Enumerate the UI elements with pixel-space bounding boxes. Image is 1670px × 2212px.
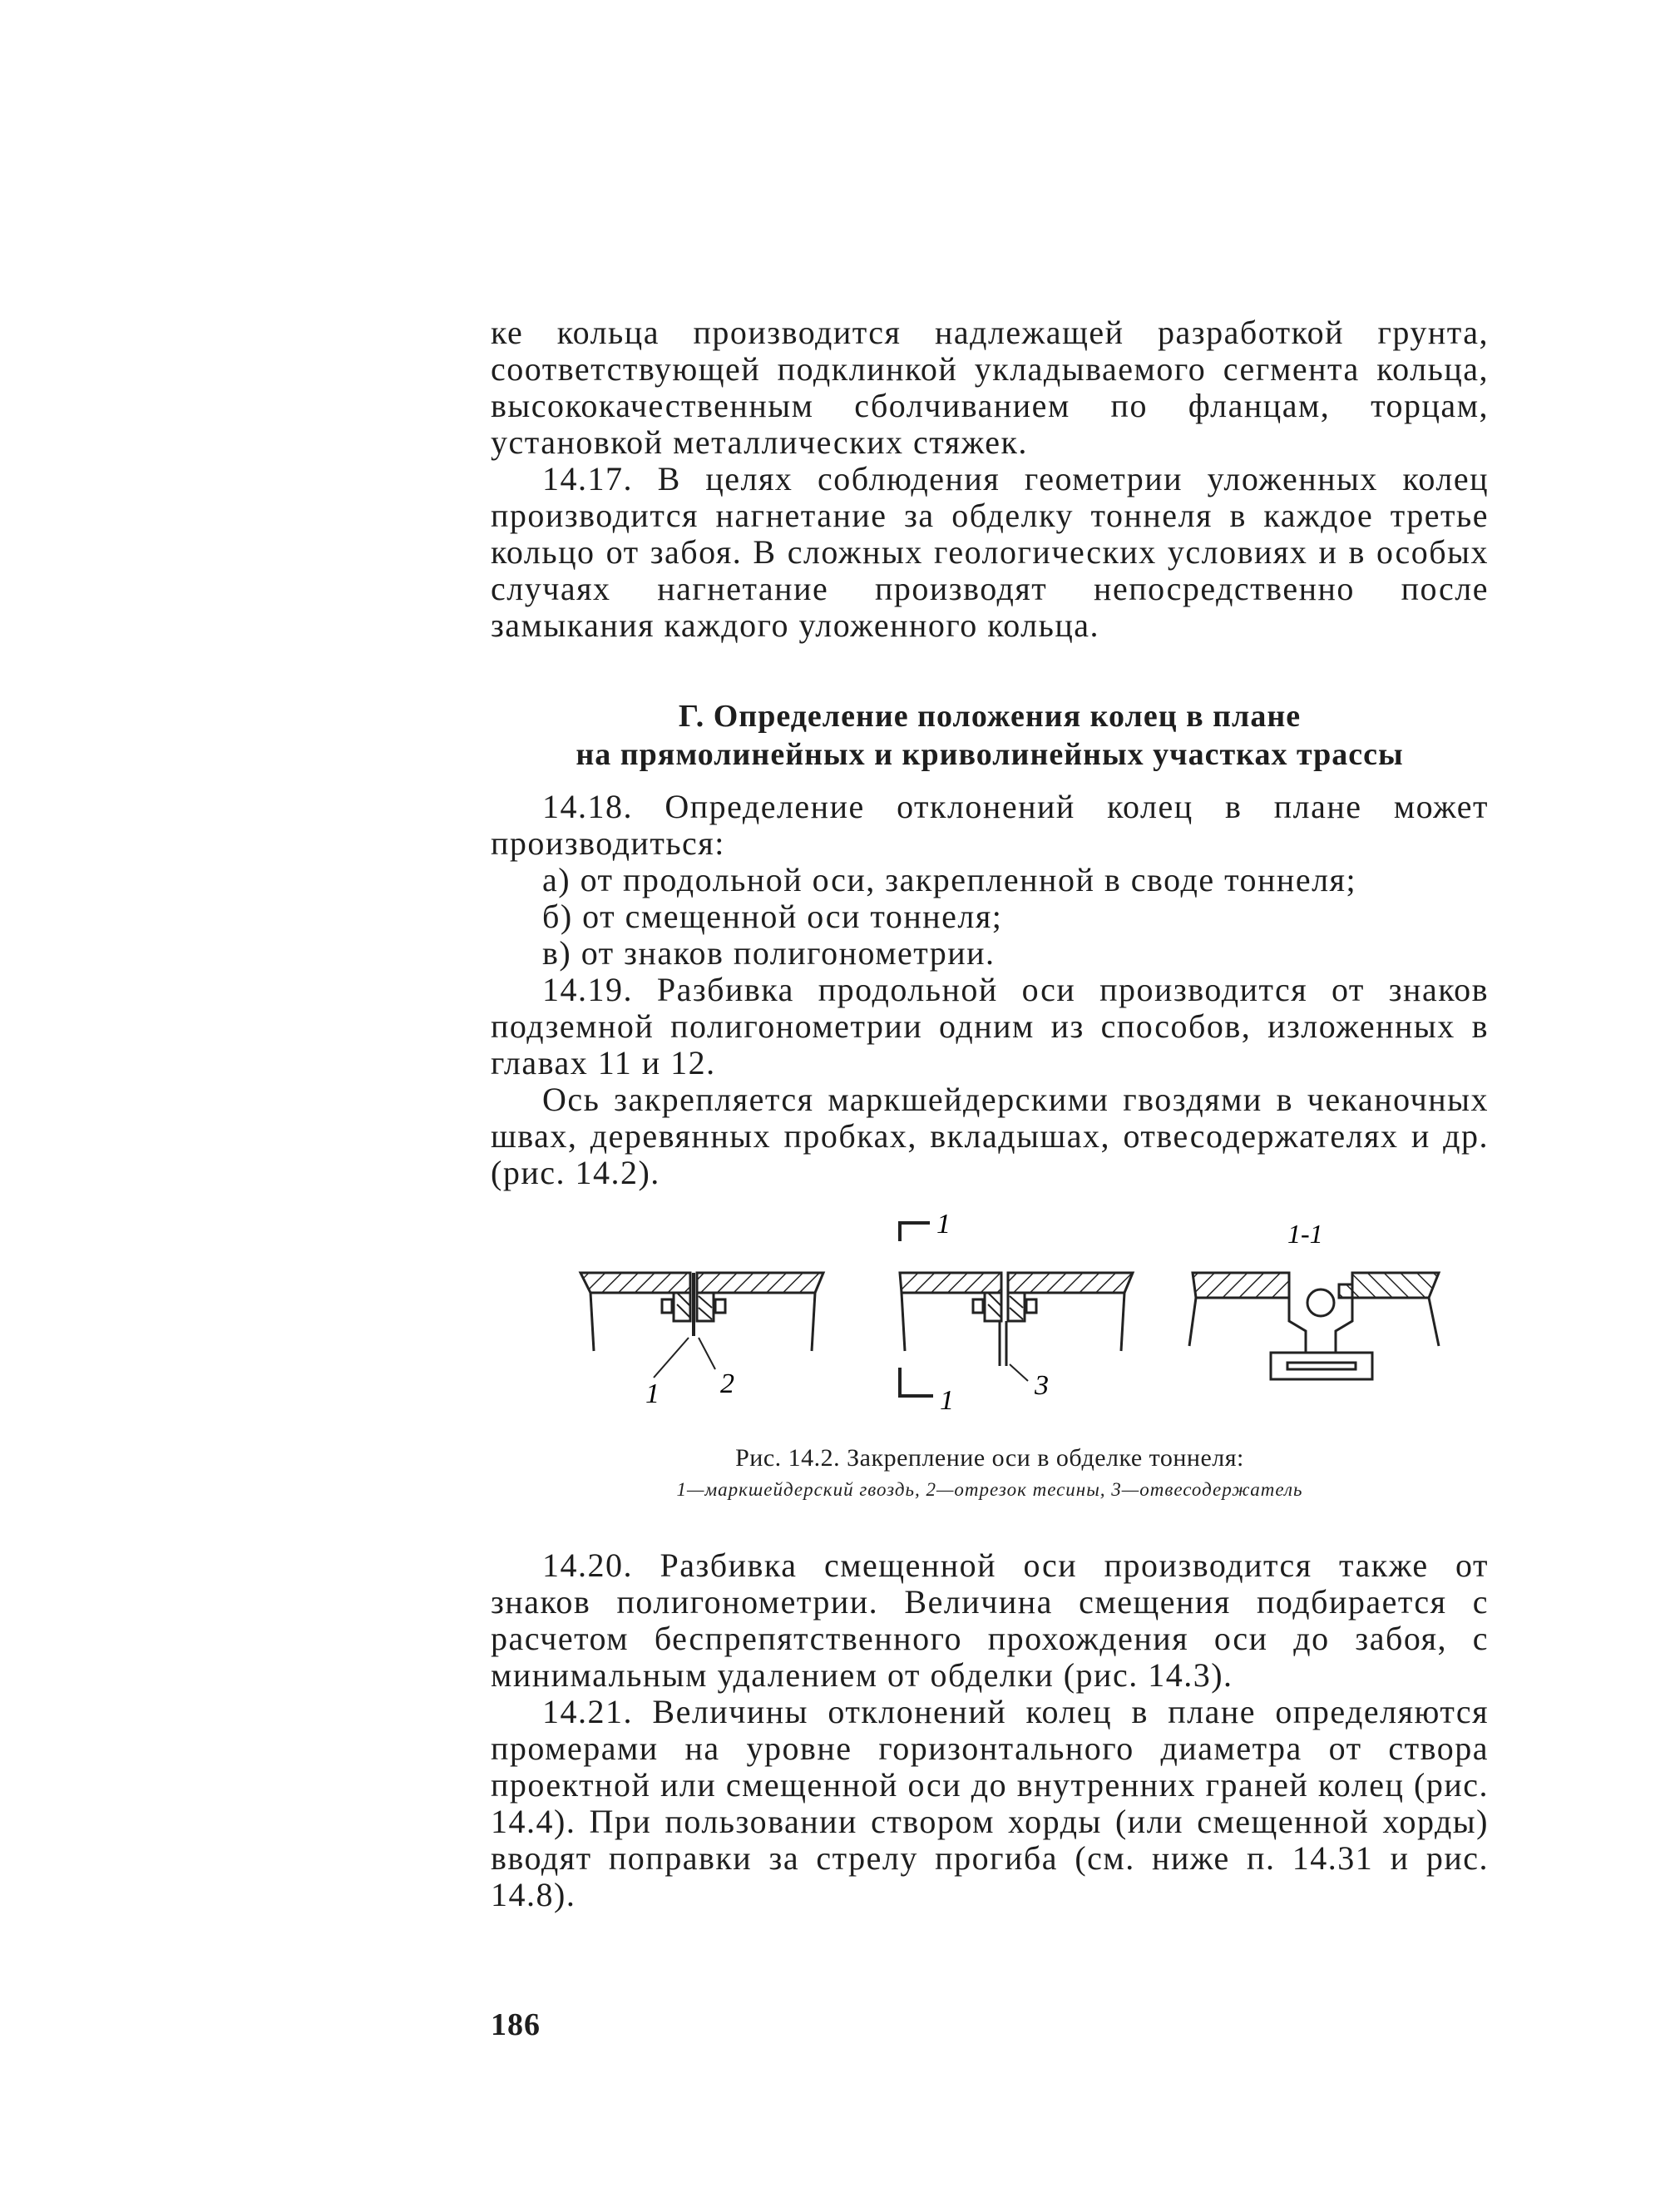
section-title: 1-1 [1287,1219,1323,1249]
figure-caption [491,1443,1489,1506]
heading-line-1: Г. Определение положения колец в плане [678,699,1302,734]
section-14-18-14-19 [491,789,1489,1191]
figure-14-2 [574,1205,1472,1421]
section-14-20-14-21 [491,1547,1489,1913]
section-14-16-14-17 [491,314,1489,644]
paragraph-continuation: ке кольца производится надлежащей разработкой грунта, соответствующей подклинкой укладываемого сегмента кольца, высококачественным сболчиванием по фланцам, торцам, установкой металлических стяжек. [491,314,1489,461]
caption-legend: 1—маркшейдерский гвоздь, 2—отрезок тесины, 3—отвесодержатель [676,1479,1303,1500]
paragraph-14-21: 14.21. Величины отклонений колец в плане определяются промерами на уровне горизонтального диаметра от створа проектной или смещенной оси до внутренних граней колец (рис. 14.4). При пользовании створом хорды (или смещенной хорды) вводят поправки за стрелу прогиба (см. ниже п. 14.31 и рис. 14.8). [491,1693,1489,1913]
page-number: 186 [491,2007,541,2042]
section-mark-top: 1 [936,1209,951,1240]
paragraph-14-17: 14.17. В целях соблюдения геометрии уложенных колец производится нагнетание за обделку тоннеля в каждое третье кольцо от забоя. В сложных геологических условиях и в особых случаях нагнетание производят непосредственно после замыкания каждого уложенного кольца. [491,460,1489,644]
heading-line-2: на прямолинейных и криволинейных участках трассы [576,737,1404,772]
diagram-joint-plumb-holder [900,1223,1133,1396]
figure-label-2: 2 [720,1368,734,1399]
paragraph-axis-fixing: Ось закрепляется маркшейдерскими гвоздями в чеканочных швах, деревянных пробках, вкладышах, отвесодержателях и др. (рис. 14.2). [491,1081,1489,1191]
paragraph-14-19: 14.19. Разбивка продольной оси производится от знаков подземной полигонометрии одним из способов, изложенных в главах 11 и 12. [491,971,1489,1081]
paragraph-14-20: 14.20. Разбивка смещенной оси производится также от знаков полигонометрии. Величина смещения подбирается с расчетом беспрепятственного прохождения оси до забоя, с минимальным удалением от обделки (рис. 14.3). [491,1546,1489,1694]
figure-label-3: 3 [1035,1370,1049,1401]
list-item-b: б) от смещенной оси тоннеля; [542,898,1003,935]
paragraph-14-18: 14.18. Определение отклонений колец в плане может производиться: [491,788,1489,862]
list-item-c: в) от знаков полигонометрии. [542,934,996,972]
figure-label-1: 1 [645,1378,660,1409]
diagram-section-1-1 [1189,1273,1439,1379]
diagram-joint-nail [581,1273,823,1378]
list-item-a: а) от продольной оси, закрепленной в своде тоннеля; [542,861,1357,898]
section-heading [491,697,1489,774]
caption-title: Рис. 14.2. Закрепление оси в обделке тоннеля: [735,1444,1244,1472]
section-mark-bottom: 1 [940,1385,954,1416]
